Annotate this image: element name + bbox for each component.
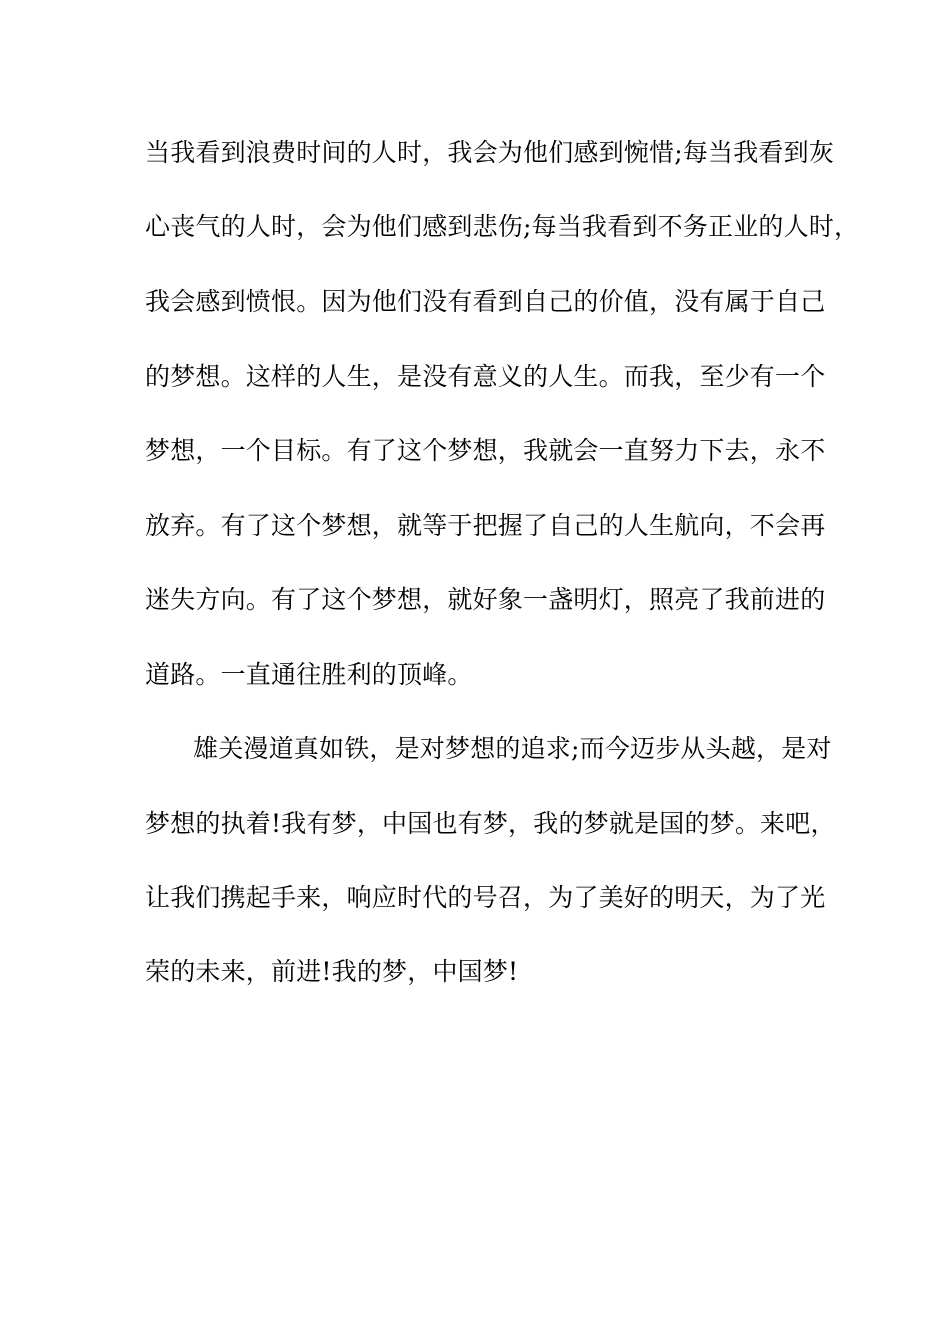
text-line: 荣的未来，前进!我的梦，中国梦!	[145, 957, 519, 986]
text-line: 让我们携起手来，响应时代的号召，为了美好的明天，为了光	[145, 883, 826, 912]
text-line: 道路。一直通往胜利的顶峰。	[145, 660, 473, 689]
text-line: 放弃。有了这个梦想，就等于把握了自己的人生航向，不会再	[145, 511, 826, 540]
text-line: 心丧气的人时，会为他们感到悲伤;每当我看到不务正业的人时，	[145, 212, 860, 241]
text-line: 的梦想。这样的人生，是没有意义的人生。而我，至少有一个	[145, 362, 826, 391]
text-line: 梦想的执着!我有梦，中国也有梦，我的梦就是国的梦。来吧，	[145, 809, 836, 838]
text-line: 我会感到愤恨。因为他们没有看到自己的价值，没有属于自己	[145, 287, 826, 316]
text-line: 梦想，一个目标。有了这个梦想，我就会一直努力下去，永不	[145, 436, 826, 465]
text-line: 当我看到浪费时间的人时，我会为他们感到惋惜;每当我看到灰	[145, 138, 835, 167]
text-line: 迷失方向。有了这个梦想，就好象一盏明灯，照亮了我前进的	[145, 585, 826, 614]
text-line: 雄关漫道真如铁，是对梦想的追求;而今迈步从头越，是对	[193, 734, 832, 763]
